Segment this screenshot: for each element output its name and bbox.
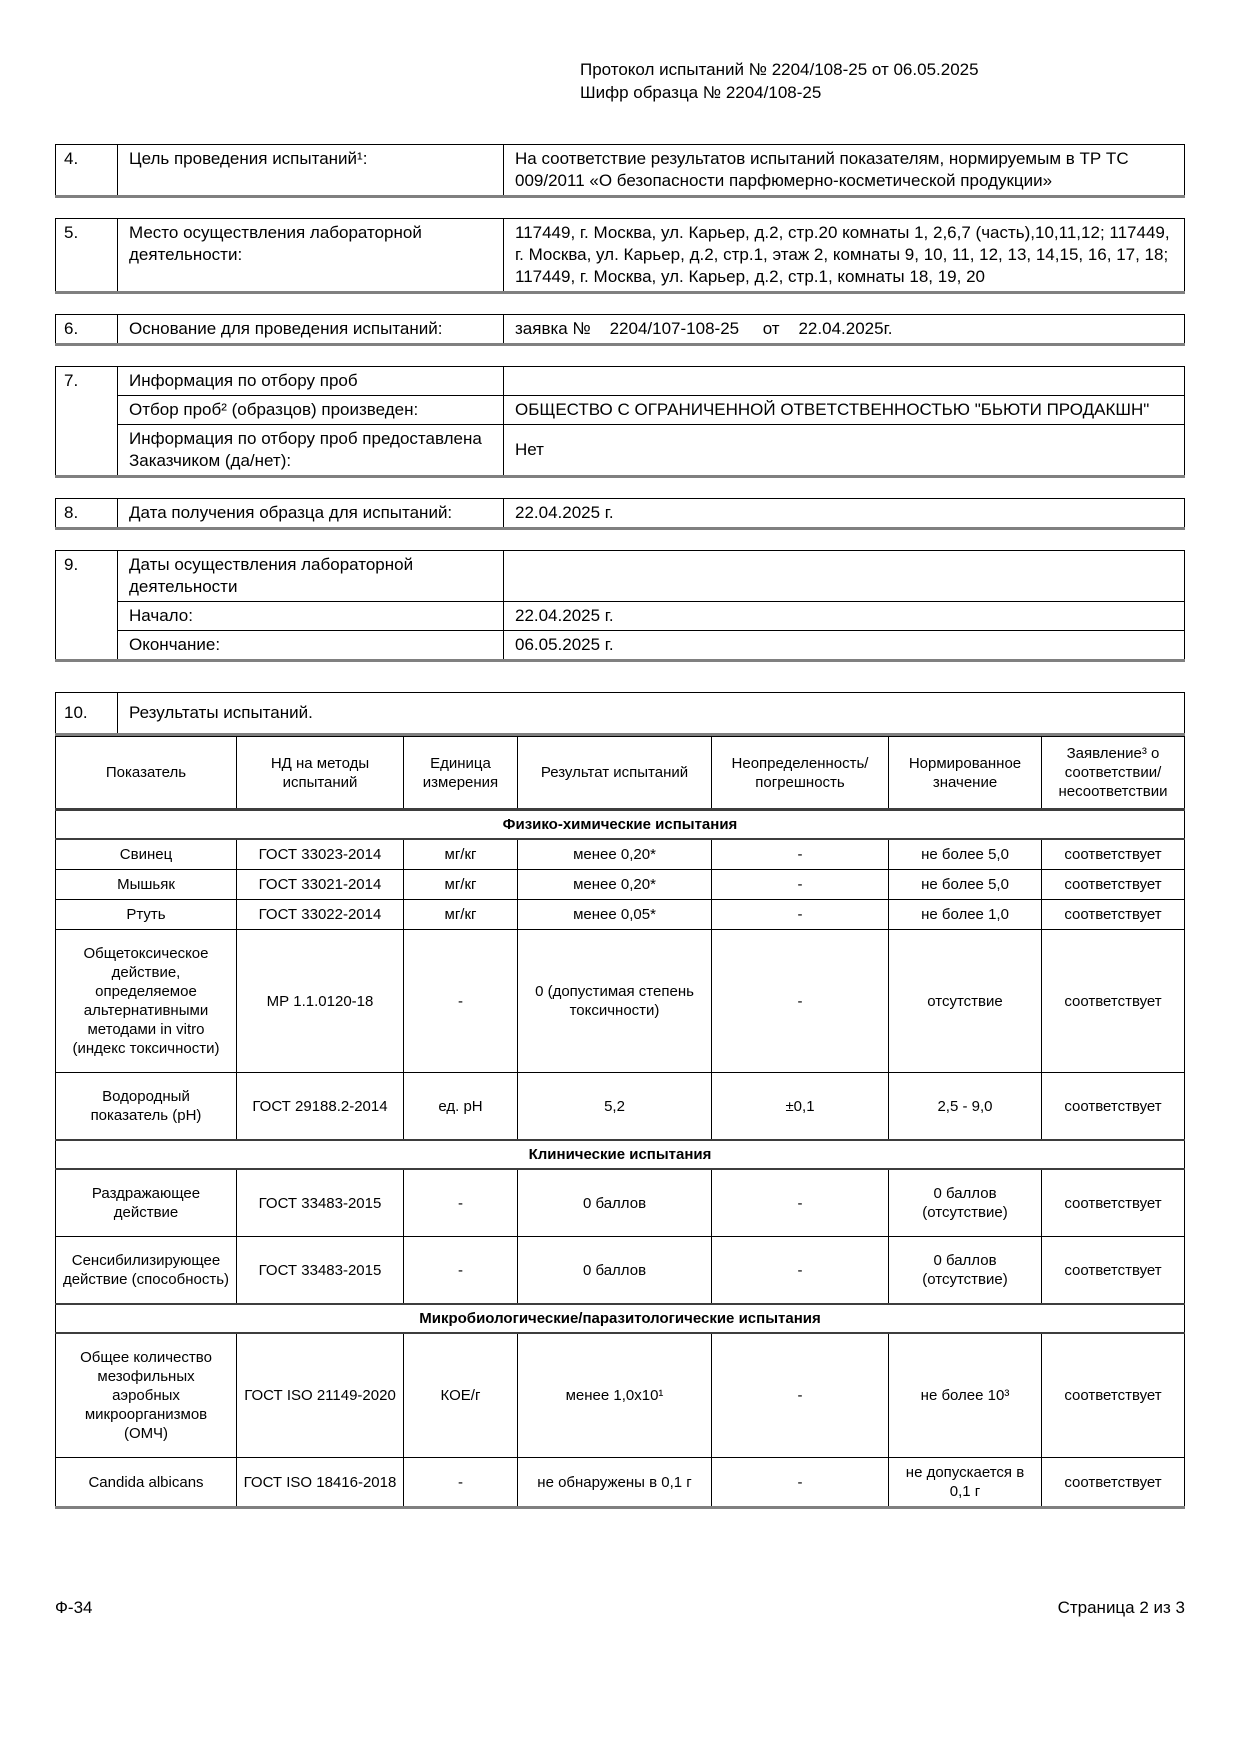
cell-method: ГОСТ 33022-2014 — [237, 900, 404, 930]
cell-norm: 0 баллов (отсутствие) — [889, 1169, 1042, 1237]
cell-result: 5,2 — [518, 1073, 712, 1141]
cell-statement: соответствует — [1042, 930, 1185, 1073]
cell-unit: ед. pH — [404, 1073, 518, 1141]
cell-statement: соответствует — [1042, 900, 1185, 930]
cell-indicator: Раздражающее действие — [56, 1169, 237, 1237]
results-band-microbio — [56, 1304, 1185, 1333]
table-row — [56, 602, 1185, 631]
cell-uncertainty: - — [712, 1169, 889, 1237]
section-9-dates-table — [55, 550, 1185, 662]
cell-statement: соответствует — [1042, 1333, 1185, 1458]
results-row — [56, 1333, 1185, 1458]
section-label: Окончание: — [118, 631, 504, 661]
cell-method: ГОСТ 33021-2014 — [237, 870, 404, 900]
results-row — [56, 930, 1185, 1073]
cell-uncertainty: - — [712, 900, 889, 930]
table-row — [56, 425, 1185, 477]
col-header-unit: Единица измерения — [404, 737, 518, 810]
cell-indicator: Ртуть — [56, 900, 237, 930]
section-5-location-table — [55, 218, 1185, 294]
section-number: 6. — [56, 315, 118, 345]
results-row — [56, 1169, 1185, 1237]
table-row — [56, 631, 1185, 661]
section-number: 7. — [56, 367, 118, 477]
cell-norm: не более 10³ — [889, 1333, 1042, 1458]
results-row — [56, 1458, 1185, 1508]
cell-statement: соответствует — [1042, 1458, 1185, 1508]
table-row — [56, 551, 1185, 602]
results-row — [56, 1073, 1185, 1141]
cell-unit: мг/кг — [404, 870, 518, 900]
results-row — [56, 1237, 1185, 1305]
results-header-row — [56, 737, 1185, 810]
cell-method: МР 1.1.0120-18 — [237, 930, 404, 1073]
section-6-basis-table — [55, 314, 1185, 346]
cell-uncertainty: - — [712, 1458, 889, 1508]
table-row — [56, 219, 1185, 293]
cell-method: ГОСТ 29188.2-2014 — [237, 1073, 404, 1141]
cell-statement: соответствует — [1042, 1237, 1185, 1305]
section-number: 10. — [56, 693, 118, 735]
cell-norm: не более 5,0 — [889, 870, 1042, 900]
results-band-clinical — [56, 1140, 1185, 1169]
cell-result: менее 0,05* — [518, 900, 712, 930]
cell-indicator: Сенсибилизирующее действие (способность) — [56, 1237, 237, 1305]
cell-method: ГОСТ 33483-2015 — [237, 1237, 404, 1305]
section-8-receipt-date-table — [55, 498, 1185, 530]
cell-unit: КОЕ/г — [404, 1333, 518, 1458]
section-7-sampling-table — [55, 366, 1185, 478]
cell-norm: не допускается в 0,1 г — [889, 1458, 1042, 1508]
section-number: 9. — [56, 551, 118, 661]
cell-indicator: Общетоксическое действие, определяемое альтернативными методами in vitro (индекс токсичности) — [56, 930, 237, 1073]
section-label: Информация по отбору проб — [118, 367, 504, 396]
table-row — [56, 367, 1185, 396]
doc-header-protocol-line: Протокол испытаний № 2204/108-25 от 06.05.2025 — [580, 60, 979, 79]
table-row — [56, 315, 1185, 345]
results-row — [56, 839, 1185, 870]
cell-norm: не более 5,0 — [889, 839, 1042, 870]
cell-result: менее 1,0x10¹ — [518, 1333, 712, 1458]
section-value: На соответствие результатов испытаний показателям, нормируемым в ТР ТС 009/2011 «О безопасности парфюмерно-косметической продукции» — [504, 145, 1185, 197]
cell-unit: - — [404, 1458, 518, 1508]
cell-uncertainty: ±0,1 — [712, 1073, 889, 1141]
cell-method: ГОСТ 33023-2014 — [237, 839, 404, 870]
footer-page-number: Страница 2 из 3 — [1057, 1598, 1185, 1617]
section-value: 117449, г. Москва, ул. Карьер, д.2, стр.20 комнаты 1, 2,6,7 (часть),10,11,12; 117449, г. Москва, ул. Карьер, д.2, стр.1, этаж 2, комнаты 9, 10, 11, 12, 13, 14,15, 16, 17, 18; 117449, г. Москва, ул. Карьер, д.2, стр.1, комнаты 18, 19, 20 — [504, 219, 1185, 293]
results-row — [56, 900, 1185, 930]
section-label: Место осуществления лабораторной деятельности: — [118, 219, 504, 293]
section-10-caption-table — [55, 692, 1185, 736]
results-row — [56, 870, 1185, 900]
section-value: заявка № 2204/107-108-25 от 22.04.2025г. — [504, 315, 1185, 345]
cell-result: 0 баллов — [518, 1169, 712, 1237]
col-header-indicator: Показатель — [56, 737, 237, 810]
section-label: Информация по отбору проб предоставлена Заказчиком (да/нет): — [118, 425, 504, 477]
cell-unit: - — [404, 930, 518, 1073]
cell-norm: не более 1,0 — [889, 900, 1042, 930]
cell-method: ГОСТ ISO 18416-2018 — [237, 1458, 404, 1508]
cell-uncertainty: - — [712, 839, 889, 870]
cell-result: 0 (допустимая степень токсичности) — [518, 930, 712, 1073]
section-number: 4. — [56, 145, 118, 197]
col-header-statement: Заявление³ о соответствии/​несоответствии — [1042, 737, 1185, 810]
cell-uncertainty: - — [712, 1333, 889, 1458]
cell-result: менее 0,20* — [518, 870, 712, 900]
col-header-norm: Нормированное значение — [889, 737, 1042, 810]
cell-uncertainty: - — [712, 930, 889, 1073]
section-label: Даты осуществления лабораторной деятельности — [118, 551, 504, 602]
cell-indicator: Свинец — [56, 839, 237, 870]
doc-header-cipher-line: Шифр образца № 2204/108-25 — [580, 83, 822, 102]
cell-result: не обнаружены в 0,1 г — [518, 1458, 712, 1508]
cell-unit: - — [404, 1237, 518, 1305]
section-caption: Результаты испытаний. — [118, 693, 1185, 735]
section-value — [504, 367, 1185, 396]
section-label: Отбор проб² (образцов) произведен: — [118, 396, 504, 425]
band-label: Клинические испытания — [56, 1140, 1185, 1169]
cell-method: ГОСТ 33483-2015 — [237, 1169, 404, 1237]
cell-result: менее 0,20* — [518, 839, 712, 870]
cell-statement: соответствует — [1042, 839, 1185, 870]
cell-unit: - — [404, 1169, 518, 1237]
table-row — [56, 499, 1185, 529]
table-row — [56, 396, 1185, 425]
band-label: Микробиологические/паразитологические испытания — [56, 1304, 1185, 1333]
band-label: Физико-химические испытания — [56, 810, 1185, 840]
section-value: ОБЩЕСТВО С ОГРАНИЧЕННОЙ ОТВЕТСТВЕННОСТЬЮ "БЬЮТИ ПРОДАКШН" — [504, 396, 1185, 425]
section-label: Цель проведения испытаний¹: — [118, 145, 504, 197]
results-band-physchem — [56, 810, 1185, 840]
section-label: Начало: — [118, 602, 504, 631]
cell-indicator: Водородный показатель (pH) — [56, 1073, 237, 1141]
cell-norm: 2,5 - 9,0 — [889, 1073, 1042, 1141]
cell-unit: мг/кг — [404, 900, 518, 930]
cell-uncertainty: - — [712, 1237, 889, 1305]
footer-form-code: Ф-34 — [55, 1598, 93, 1617]
section-number: 5. — [56, 219, 118, 293]
section-label: Дата получения образца для испытаний: — [118, 499, 504, 529]
cell-result: 0 баллов — [518, 1237, 712, 1305]
cell-norm: отсутствие — [889, 930, 1042, 1073]
col-header-result: Результат испытаний — [518, 737, 712, 810]
cell-indicator: Candida albicans — [56, 1458, 237, 1508]
col-header-method: НД на методы испытаний — [237, 737, 404, 810]
cell-statement: соответствует — [1042, 1073, 1185, 1141]
section-value — [504, 551, 1185, 602]
page-footer — [55, 1598, 1185, 1618]
results-table — [55, 736, 1185, 1509]
cell-statement: соответствует — [1042, 870, 1185, 900]
col-header-uncertainty: Неопределенность/​погрешность — [712, 737, 889, 810]
section-value: Нет — [504, 425, 1185, 477]
cell-indicator: Общее количество мезофильных аэробных микроорганизмов (ОМЧ) — [56, 1333, 237, 1458]
doc-header — [580, 58, 1185, 104]
cell-unit: мг/кг — [404, 839, 518, 870]
section-value: 22.04.2025 г. — [504, 499, 1185, 529]
cell-statement: соответствует — [1042, 1169, 1185, 1237]
section-value: 22.04.2025 г. — [504, 602, 1185, 631]
section-4-purpose-table — [55, 144, 1185, 198]
section-number: 8. — [56, 499, 118, 529]
cell-indicator: Мышьяк — [56, 870, 237, 900]
cell-method: ГОСТ ISO 21149-2020 — [237, 1333, 404, 1458]
cell-norm: 0 баллов (отсутствие) — [889, 1237, 1042, 1305]
cell-uncertainty: - — [712, 870, 889, 900]
table-row — [56, 145, 1185, 197]
section-value: 06.05.2025 г. — [504, 631, 1185, 661]
table-row — [56, 693, 1185, 735]
section-label: Основание для проведения испытаний: — [118, 315, 504, 345]
